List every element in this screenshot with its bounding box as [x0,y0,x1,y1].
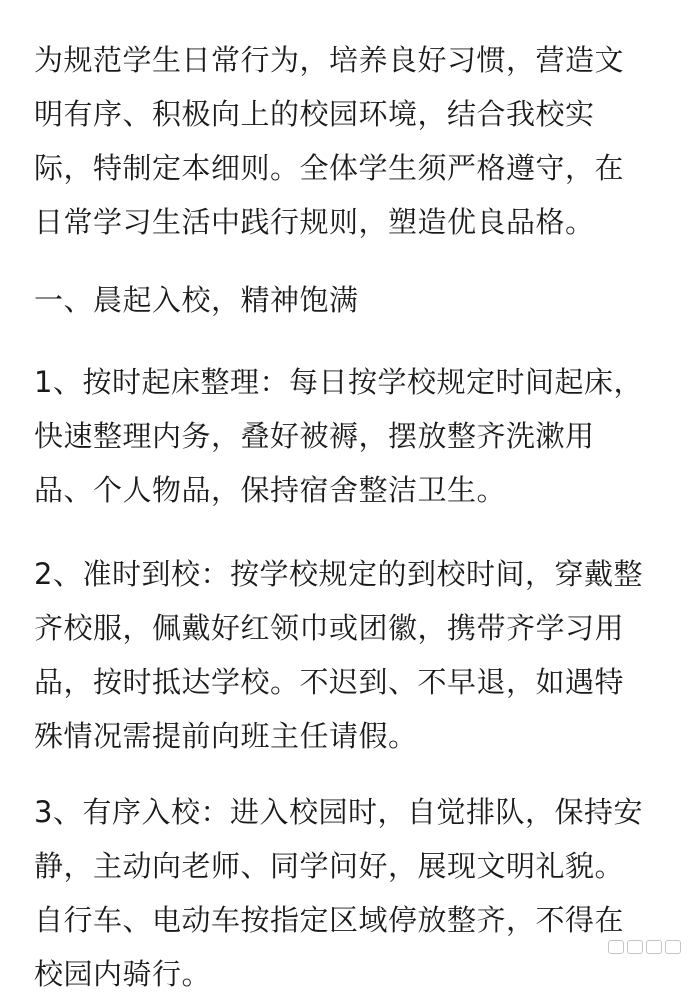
text-line: 校园内骑行。 [34,957,212,991]
text-line: 品，按时抵达学校。不迟到、不早退，如遇特 [34,665,625,699]
text-line: 3、有序入校：进入校园时，自觉排队，保持安 [34,795,643,829]
rule-item-3 [34,785,643,1001]
text-line: 明有序、积极向上的校园环境，结合我校实 [34,97,595,131]
text-line: 日常学习生活中践行规则，塑造优良品格。 [34,205,595,239]
watermark-box-icon [627,940,643,954]
text-line: 静，主动向老师、同学问好，展现文明礼貌。 [34,849,625,883]
watermark-box-icon [646,940,662,954]
intro-paragraph [34,33,624,249]
text-line: 为规范学生日常行为，培养良好习惯，营造文 [34,43,625,77]
text-line: 殊情况需提前向班主任请假。 [34,719,418,753]
text-line: 齐校服，佩戴好红领巾或团徽，携带齐学习用 [34,611,625,645]
watermark-box-icon [608,940,624,954]
rule-item-2 [34,547,643,763]
text-line: 自行车、电动车按指定区域停放整齐，不得在 [34,903,625,937]
text-line: 际，特制定本细则。全体学生须严格遵守，在 [34,151,625,185]
section-heading [34,273,359,327]
text-line: 1、按时起床整理：每日按学校规定时间起床， [34,365,643,399]
rule-item-1 [34,355,643,517]
heading-text: 一、晨起入校，精神饱满 [34,283,359,317]
text-line: 快速整理内务，叠好被褥，摆放整齐洗漱用 [34,419,595,453]
text-line: 2、准时到校：按学校规定的到校时间，穿戴整 [34,557,643,591]
watermark-box-icon [665,940,681,954]
watermark-logo [608,940,681,954]
text-line: 品、个人物品，保持宿舍整洁卫生。 [34,473,507,507]
